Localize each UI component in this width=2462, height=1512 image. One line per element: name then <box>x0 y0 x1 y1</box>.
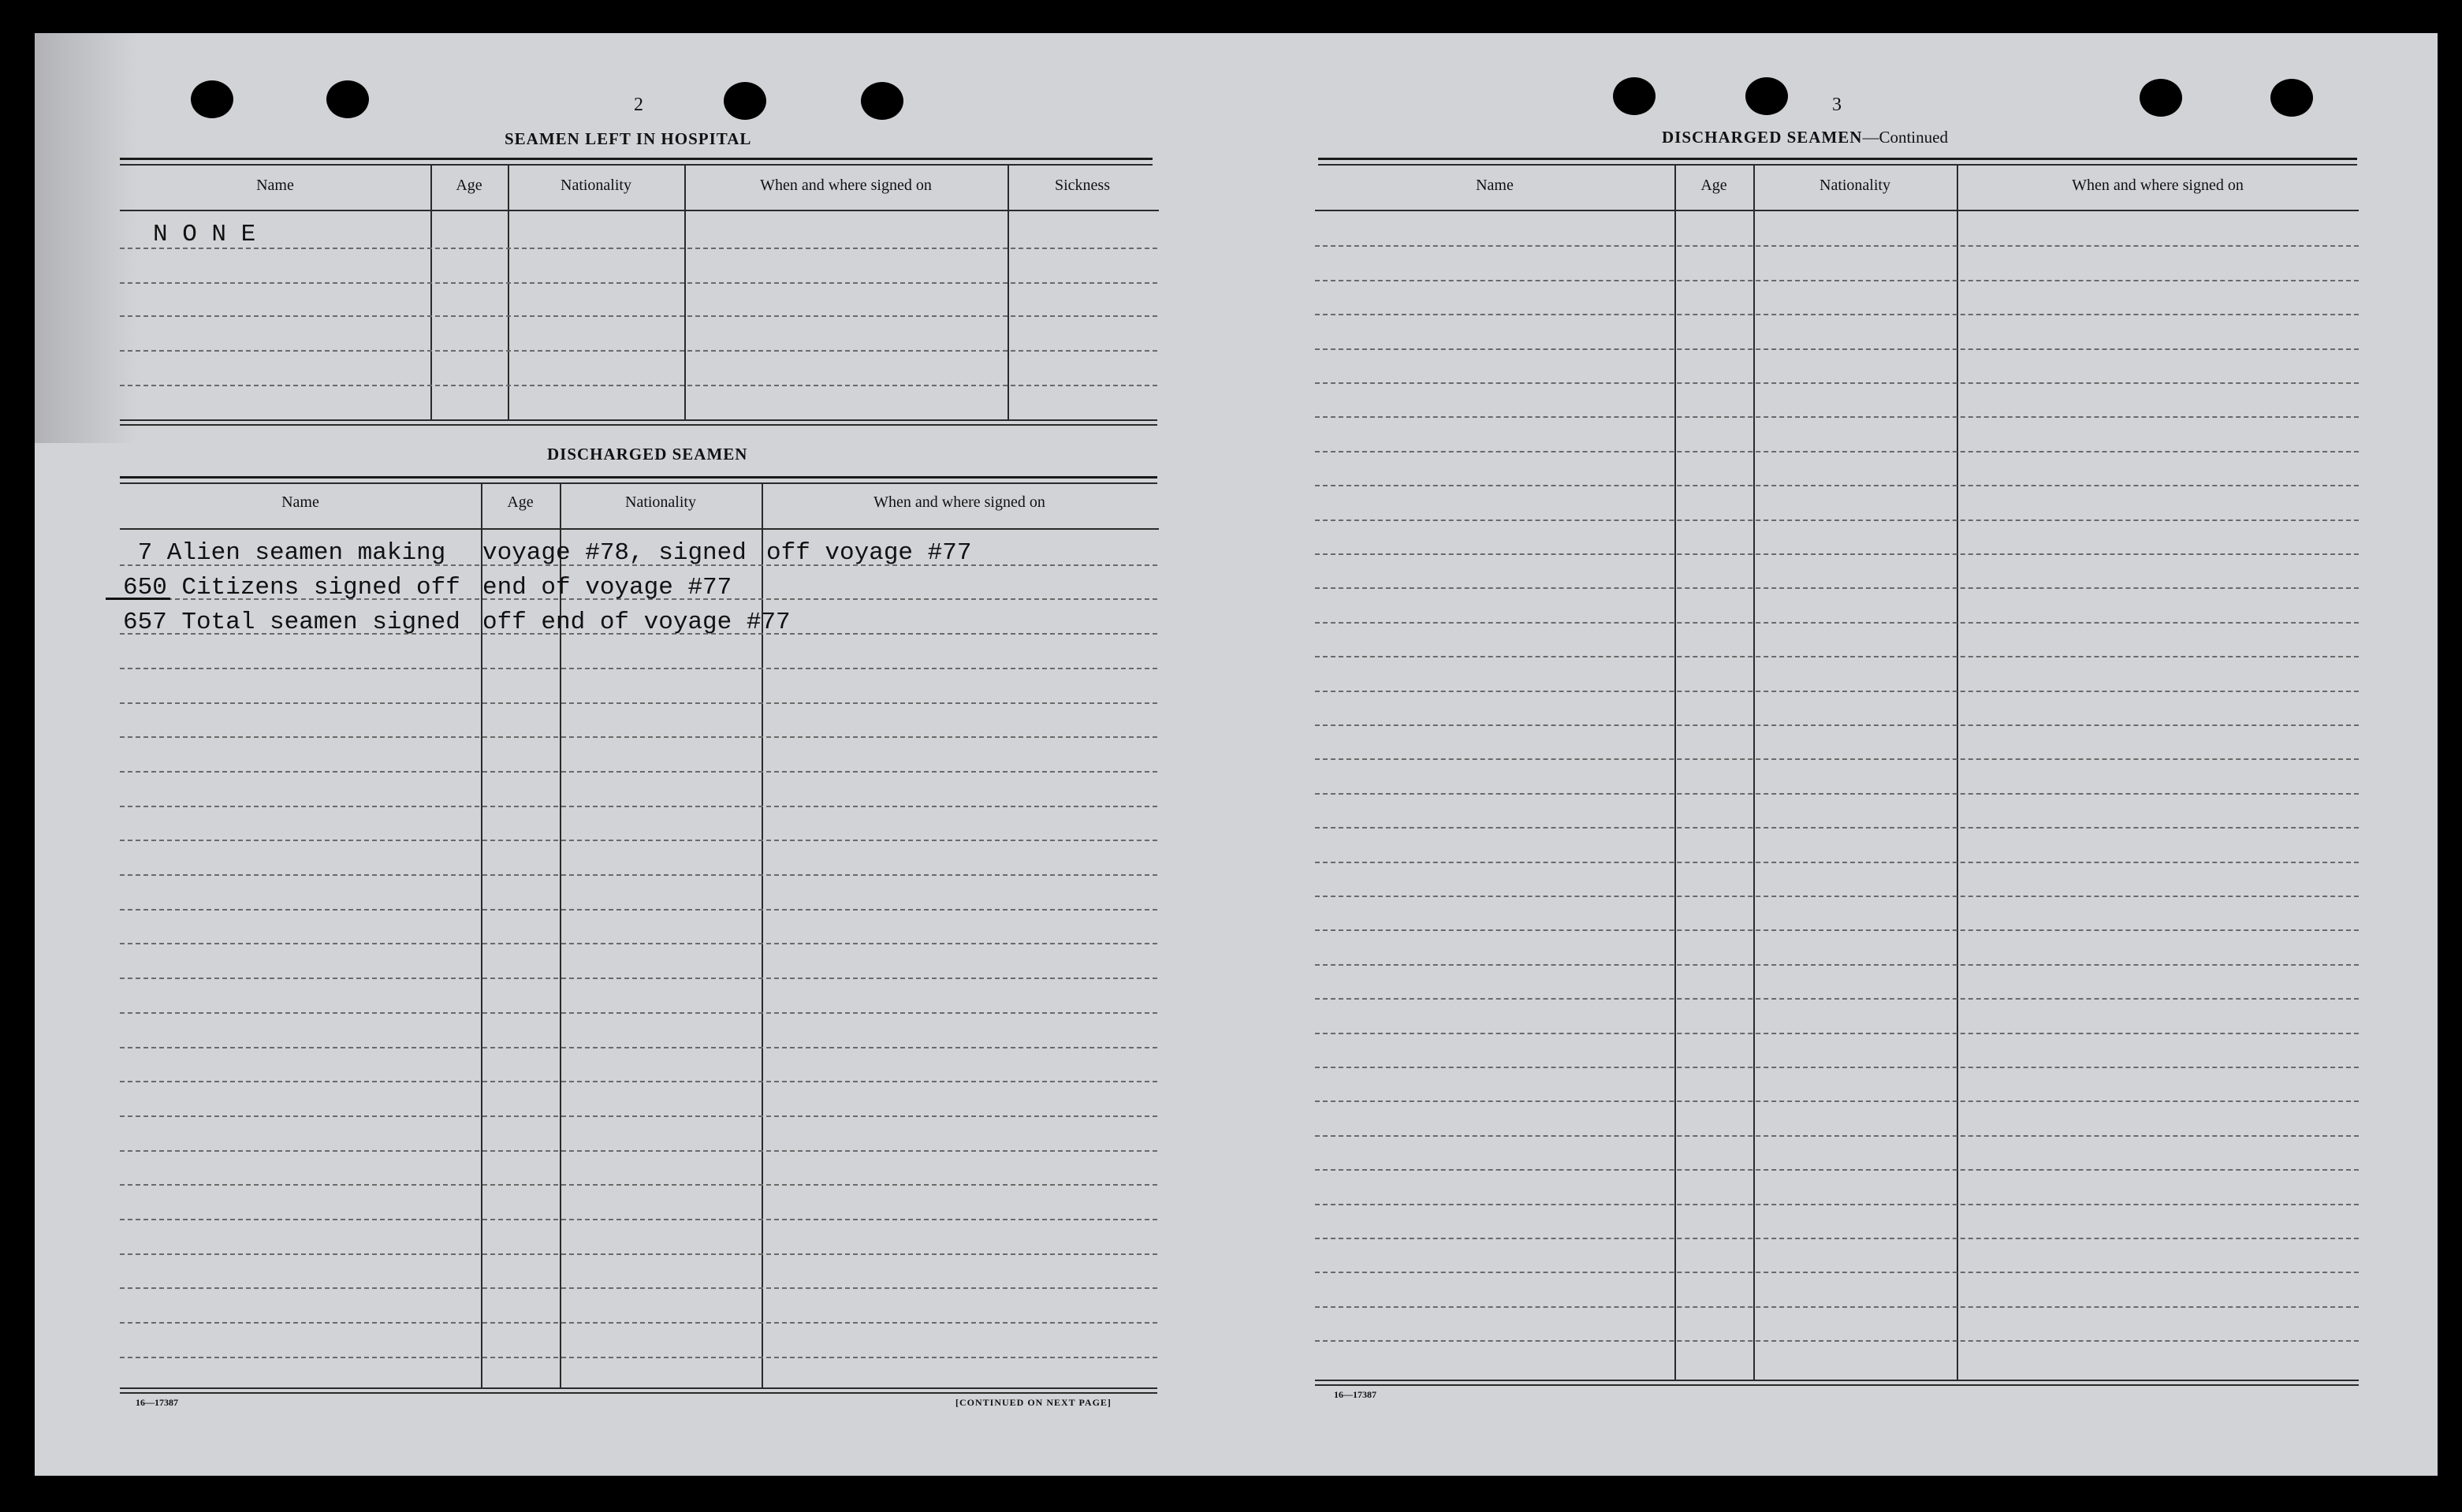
row-rule <box>120 1115 1157 1117</box>
row-rule <box>120 248 1157 249</box>
typed-line-3: off end of voyage #77 <box>482 609 791 636</box>
rule <box>1315 1384 2359 1386</box>
row-rule <box>1315 1033 2359 1034</box>
row-rule <box>1315 793 2359 795</box>
row-rule <box>120 840 1157 841</box>
row-rule <box>1315 827 2359 829</box>
row-rule <box>120 1287 1157 1289</box>
row-rule <box>120 1081 1157 1082</box>
column-header-age: Age <box>507 493 534 511</box>
rule <box>1315 210 2359 211</box>
column-header-signed-on: When and where signed on <box>873 493 1045 511</box>
punch-hole <box>191 80 233 118</box>
rule <box>1315 1380 2359 1381</box>
discharged-continued-title <box>1662 128 1948 147</box>
handwritten-underline <box>106 598 170 600</box>
row-rule <box>120 282 1157 284</box>
column-header-signed-on: When and where signed on <box>760 177 932 194</box>
row-rule <box>120 771 1157 773</box>
column-header-nationality: Nationality <box>561 177 631 194</box>
paper-shadow <box>35 33 137 443</box>
row-rule <box>120 1219 1157 1220</box>
row-rule <box>1315 520 2359 521</box>
rule <box>120 158 1153 160</box>
row-rule <box>1315 691 2359 692</box>
row-rule <box>1315 348 2359 350</box>
row-rule <box>1315 1272 2359 1273</box>
row-rule <box>120 350 1157 352</box>
row-rule <box>1315 1135 2359 1137</box>
form-number-left: 16—17387 <box>136 1397 178 1408</box>
rule <box>120 424 1157 426</box>
row-rule <box>120 943 1157 944</box>
row-rule <box>1315 245 2359 247</box>
rule <box>120 476 1157 479</box>
row-rule <box>1315 929 2359 931</box>
row-rule <box>120 385 1157 386</box>
rule <box>1318 164 2357 166</box>
punch-hole <box>1613 77 1656 115</box>
row-rule <box>1315 622 2359 624</box>
typed-line-3: 657 Total seamen signed <box>123 609 460 636</box>
row-rule <box>1315 587 2359 589</box>
column-header-sickness: Sickness <box>1055 177 1110 194</box>
typed-line-1: 7 Alien seamen making <box>123 539 446 567</box>
row-rule <box>1315 1306 2359 1308</box>
column-header-name: Name <box>1476 177 1514 194</box>
punch-hole <box>2140 79 2182 117</box>
column-divider <box>1008 166 1009 419</box>
row-rule <box>1315 1238 2359 1239</box>
page-number-left: 2 <box>634 95 643 115</box>
column-header-age: Age <box>456 177 482 194</box>
column-header-name: Name <box>256 177 294 194</box>
discharged-section-title: DISCHARGED SEAMEN <box>547 445 748 464</box>
typed-line-2: end of voyage #77 <box>482 574 732 601</box>
column-header-nationality: Nationality <box>625 493 696 511</box>
row-rule <box>1315 1169 2359 1171</box>
row-rule <box>1315 998 2359 1000</box>
row-rule <box>120 702 1157 704</box>
punch-hole <box>861 82 903 120</box>
rule <box>1318 158 2357 160</box>
row-rule <box>1315 1100 2359 1102</box>
row-rule <box>120 1184 1157 1186</box>
row-rule <box>1315 724 2359 726</box>
row-rule <box>120 909 1157 911</box>
typed-line-1: off voyage #77 <box>766 539 972 567</box>
row-rule <box>1315 862 2359 863</box>
rule <box>120 482 1157 484</box>
column-divider <box>430 166 432 419</box>
title-text: DISCHARGED SEAMEN <box>1662 128 1863 147</box>
row-rule <box>1315 485 2359 486</box>
row-rule <box>120 806 1157 807</box>
typed-line-2: 650 Citizens signed off <box>123 574 460 601</box>
row-rule <box>1315 896 2359 897</box>
row-rule <box>1315 758 2359 760</box>
rule <box>120 164 1153 166</box>
form-number-right: 16—17387 <box>1334 1389 1376 1400</box>
row-rule <box>1315 382 2359 384</box>
row-rule <box>120 1012 1157 1014</box>
punch-hole <box>326 80 369 118</box>
row-rule <box>1315 553 2359 555</box>
continued-note: [CONTINUED ON NEXT PAGE] <box>955 1397 1112 1408</box>
row-rule <box>120 736 1157 738</box>
page-number-right: 3 <box>1832 95 1842 115</box>
rule <box>120 1392 1157 1394</box>
row-rule <box>1315 314 2359 315</box>
row-rule <box>1315 451 2359 452</box>
row-rule <box>1315 1204 2359 1205</box>
column-header-name: Name <box>281 493 319 511</box>
row-rule <box>120 1150 1157 1152</box>
rule <box>120 528 1159 530</box>
hospital-entry-none: N O N E <box>153 221 256 248</box>
punch-hole <box>724 82 766 120</box>
row-rule <box>120 668 1157 669</box>
row-rule <box>1315 1067 2359 1068</box>
row-rule <box>120 1253 1157 1255</box>
column-divider <box>684 166 686 419</box>
row-rule <box>120 315 1157 317</box>
rule <box>120 210 1159 211</box>
hospital-section-title: SEAMEN LEFT IN HOSPITAL <box>505 129 752 148</box>
row-rule <box>1315 1340 2359 1342</box>
row-rule <box>1315 416 2359 418</box>
column-header-nationality: Nationality <box>1819 177 1890 194</box>
punch-hole <box>2270 79 2313 117</box>
column-header-signed-on: When and where signed on <box>2072 177 2244 194</box>
row-rule <box>120 1322 1157 1324</box>
punch-hole <box>1745 77 1788 115</box>
typed-line-1: voyage #78, signed <box>482 539 747 567</box>
row-rule <box>120 1357 1157 1358</box>
document-sheet <box>35 33 2438 1476</box>
row-rule <box>1315 964 2359 966</box>
column-header-age: Age <box>1700 177 1727 194</box>
column-divider <box>508 166 509 419</box>
row-rule <box>120 1047 1157 1048</box>
row-rule <box>1315 280 2359 281</box>
rule <box>120 1387 1157 1389</box>
title-suffix: —Continued <box>1862 128 1948 147</box>
row-rule <box>1315 656 2359 657</box>
row-rule <box>120 874 1157 876</box>
rule <box>120 419 1157 421</box>
row-rule <box>120 978 1157 979</box>
